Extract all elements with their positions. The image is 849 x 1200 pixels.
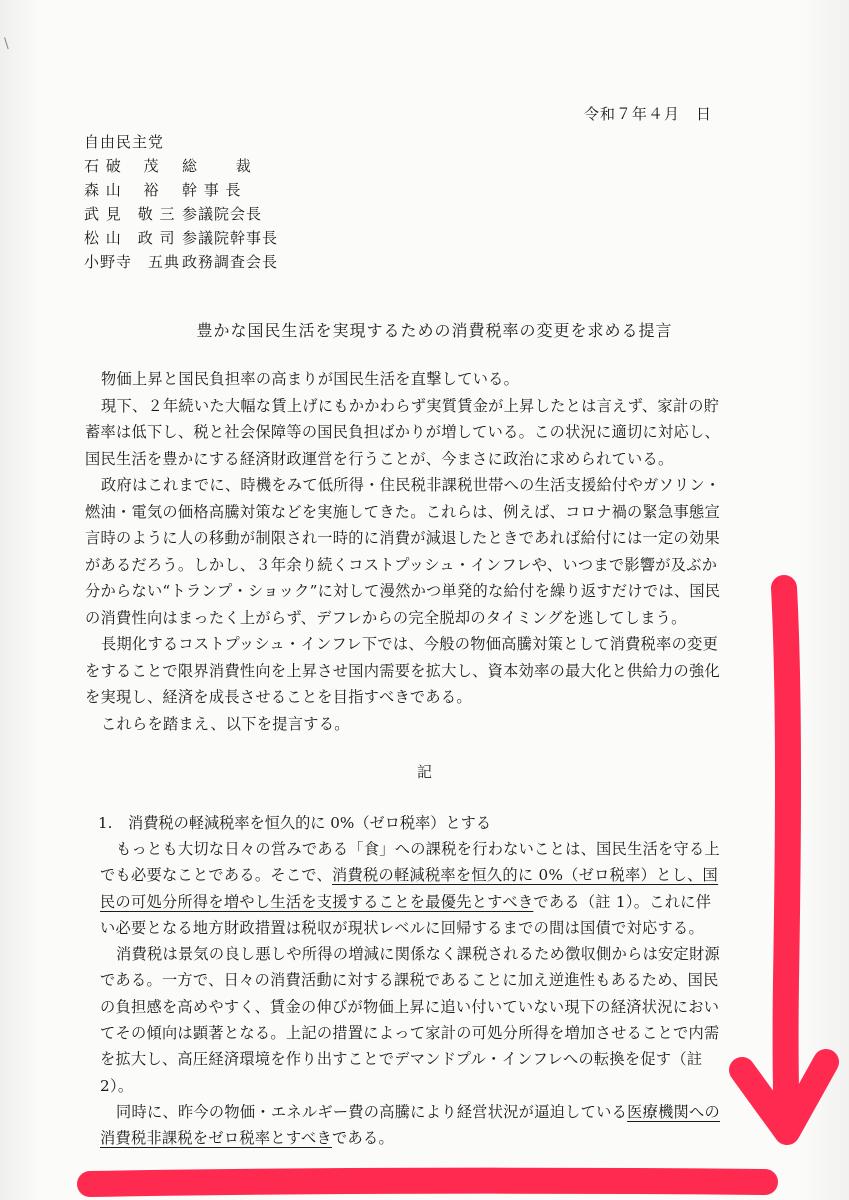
section-heading bbox=[98, 810, 748, 836]
addressee-name: 森 山 裕 bbox=[84, 181, 160, 199]
document-date: 令和７年４月 日 bbox=[584, 105, 713, 123]
section-text: 同時に、昨今の物価・エネルギー費の高騰により経営状況が逼迫している bbox=[116, 1102, 628, 1121]
red-underline-stroke bbox=[90, 1181, 765, 1184]
scan-edge-mark: \ bbox=[4, 36, 9, 52]
addressee-party: 自由民主党 bbox=[84, 133, 165, 151]
paragraph-line: 分からない“トランプ・ショック”に対して漫然かつ単発的な給付を繰り返すだけでは、国民 bbox=[85, 582, 721, 600]
paragraph-line: 政府はこれまでに、時機をみて低所得・住民税非課税世帯への生活支援給付やガソリン・ bbox=[101, 476, 721, 494]
section-text: である（註 1）。これに伴 bbox=[533, 892, 712, 911]
section-text: である。 bbox=[332, 1129, 394, 1148]
paragraph-line: これらを踏まえ、以下を提言する。 bbox=[101, 714, 350, 733]
addressee-row bbox=[84, 250, 304, 274]
section-1 bbox=[98, 810, 748, 1152]
red-arrow-head bbox=[742, 1062, 826, 1132]
addressee-title: 参議院会長 bbox=[182, 205, 263, 223]
paragraph-line: 蓄率は低下し、税と社会保障等の国民負担ばかりが増している。この状況に適切に対応し、 bbox=[85, 423, 720, 441]
section-line: 2）。 bbox=[100, 1076, 134, 1095]
underlined-text: 消費税非課税をゼロ税率とすべき bbox=[100, 1129, 333, 1148]
section-text: でも必要なことである。そこで、 bbox=[100, 866, 333, 885]
paragraph-line: 燃油・電気の価格高騰対策などを実施してきた。これらは、例えば、コロナ禍の緊急事態宣 bbox=[85, 502, 720, 521]
paragraph-line: 国民生活を豊かにする経済財政運営を行うことが、今まさに政治に求められている。 bbox=[85, 449, 674, 468]
section-line bbox=[100, 862, 748, 888]
addressee-block bbox=[84, 130, 304, 274]
addressee-title: 参議院幹事長 bbox=[182, 229, 279, 247]
document-title: 豊かな国民生活を実現するための消費税率の変更を求める提言 bbox=[196, 321, 673, 340]
addressee-row bbox=[84, 154, 304, 178]
section-line: もっとも大切な日々の営みである「食」への課税を行わないことは、国民生活を守る上 bbox=[116, 840, 721, 858]
section-line: である。一方で、日々の消費活動に対する課税であることに加え逆進性もあるため、国民 bbox=[100, 971, 719, 990]
section-line: を拡大し、高圧経済環境を作り出すことでデマンドプル・インフレへの転換を促す（註 bbox=[100, 1050, 703, 1069]
section-line: てその傾向は顕著となる。上記の措置によって家計の可処分所得を増加させることで内需 bbox=[100, 1024, 720, 1043]
addressee-title: 政務調査会長 bbox=[182, 253, 279, 271]
underlined-text: 民の可処分所得を増やし生活を支援することを最優先とすべき bbox=[100, 892, 534, 911]
paragraph-line: をすることで限界消費性向を上昇させ国内需要を拡大し、資本効率の最大化と供給力の強化 bbox=[85, 661, 720, 680]
paragraph-line: 長期化するコストプッシュ・インフレ下では、今般の物価高騰対策として消費税率の変更 bbox=[101, 635, 719, 653]
paragraph-line: 物価上昇と国民負担率の高まりが国民生活を直撃している。 bbox=[101, 370, 520, 388]
section-line: 消費税は景気の良し悪しや所得の増減に関係なく課税されるため徴収側からは安定財源 bbox=[116, 945, 721, 964]
section-line: い必要となる地方財政措置は税収が現状レベルに回帰するまでの間は国債で対応する。 bbox=[100, 918, 705, 937]
preamble bbox=[85, 366, 745, 737]
section-line bbox=[100, 1125, 748, 1151]
addressee-name: 石 破 茂 bbox=[84, 157, 160, 175]
section-heading-text: 消費税の軽減税率を恒久的に 0%（ゼロ税率）とする bbox=[128, 814, 492, 832]
addressee-name: 小野寺 五典 bbox=[84, 253, 181, 271]
addressee-name: 松 山 政 司 bbox=[84, 229, 176, 247]
underlined-text: 医療機関への bbox=[627, 1102, 721, 1121]
paragraph-line: の消費性向はまったく上がらず、デフレからの完全脱却のタイミングを逃してしまう。 bbox=[85, 608, 687, 627]
paragraph-line: を実現し、経済を成長させることを目指すべきである。 bbox=[85, 688, 472, 706]
addressee-title: 幹 事 長 bbox=[182, 181, 242, 199]
paragraph-line: があるだろう。しかし、３年余り続くコストプッシュ・インフレや、いつまで影響が及ぶか bbox=[85, 555, 718, 574]
section-line: の負担感を高めやすく、賃金の伸びが物価上昇に追い付いていない現下の経済状況におい bbox=[100, 997, 720, 1016]
red-arrow-shaft bbox=[784, 588, 788, 1130]
section-number: 1. bbox=[98, 814, 113, 832]
paragraph-line: 現下、２年続いた大幅な賃上げにもかかわらず実質賃金が上昇したとは言えず、家計の貯 bbox=[101, 396, 720, 415]
addressee-name: 武 見 敬 三 bbox=[84, 205, 176, 223]
section-line bbox=[100, 889, 748, 915]
addressee-row bbox=[84, 226, 304, 250]
addressee-row bbox=[84, 178, 304, 202]
paragraph-line: 言時のように人の移動が制限され一時的に消費が減退したときであれば給付には一定の効果 bbox=[85, 529, 720, 547]
addressee-title: 総 裁 bbox=[182, 157, 252, 175]
underlined-text: 消費税の軽減税率を恒久的に 0%（ゼロ税率）とし、国 bbox=[332, 866, 719, 885]
ki-heading: 記 bbox=[416, 763, 432, 781]
addressee-row bbox=[84, 202, 304, 226]
section-line bbox=[100, 1099, 748, 1125]
